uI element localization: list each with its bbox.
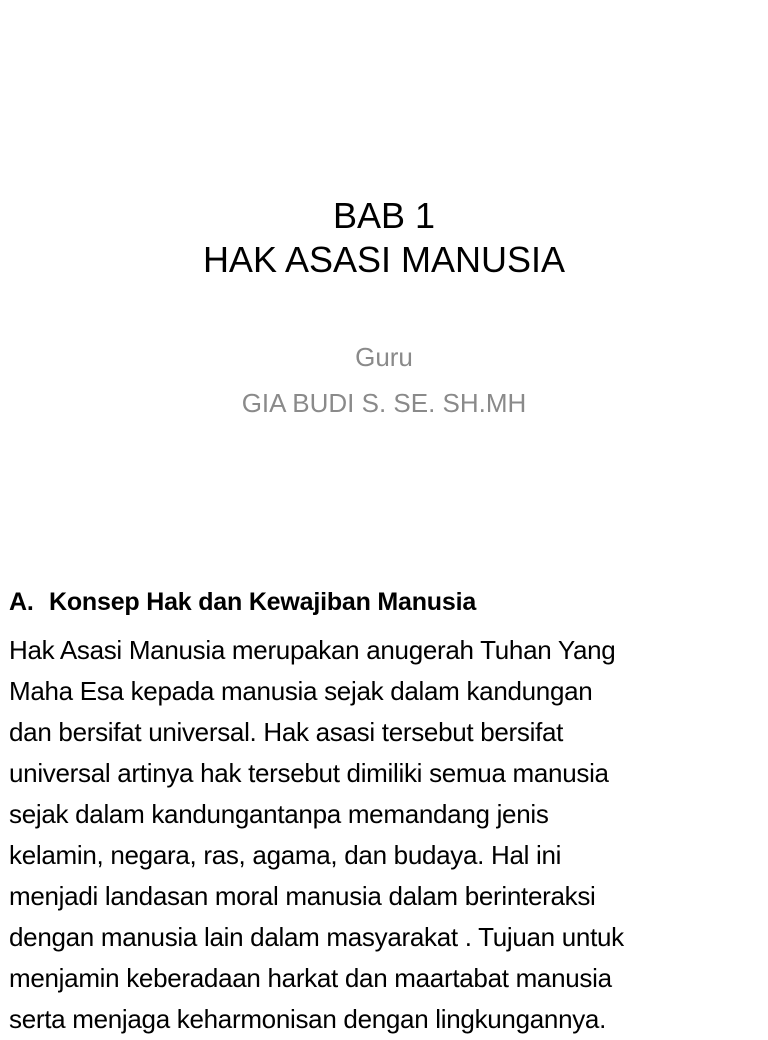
slide-title	[0, 194, 768, 282]
title-line-2: HAK ASASI MANUSIA	[202, 239, 566, 280]
paragraph-line: menjadi landasan moral manusia dalam berinteraksi	[9, 881, 596, 911]
slide-subtitle	[0, 334, 768, 426]
body-paragraph	[9, 630, 761, 1040]
section-marker: A.	[9, 588, 34, 616]
subtitle-line-1: Guru	[355, 342, 413, 372]
paragraph-line: dan bersifat universal. Hak asasi tersebut bersifat	[9, 717, 564, 747]
paragraph-line: universal artinya hak tersebut dimiliki semua manusia	[9, 758, 609, 788]
title-line-1: BAB 1	[332, 195, 436, 236]
paragraph-line: dengan manusia lain dalam masyarakat . Tujuan untuk	[9, 922, 624, 952]
subtitle-line-2: GIA BUDI S. SE. SH.MH	[241, 388, 527, 418]
paragraph-line: sejak dalam kandungantanpa memandang jenis	[9, 799, 549, 829]
paragraph-line: serta menjaga keharmonisan dengan lingkungannya.	[9, 1004, 607, 1034]
section-heading	[9, 585, 749, 619]
paragraph-line: menjamin keberadaan harkat dan maartabat manusia	[9, 963, 612, 993]
paragraph-line: Hak Asasi Manusia merupakan anugerah Tuhan Yang	[9, 635, 616, 665]
section-heading-text: Konsep Hak dan Kewajiban Manusia	[49, 588, 477, 616]
paragraph-line: Maha Esa kepada manusia sejak dalam kandungan	[9, 676, 593, 706]
paragraph-line: kelamin, negara, ras, agama, dan budaya. Hal ini	[9, 840, 562, 870]
